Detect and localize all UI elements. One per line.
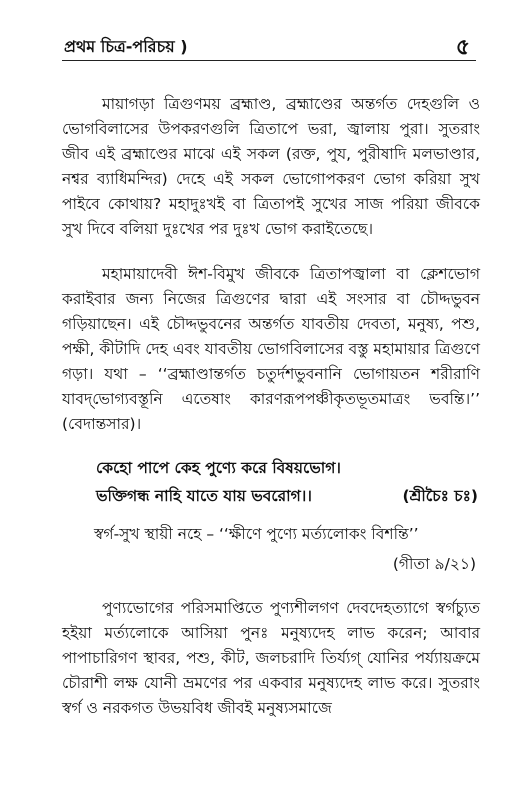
verse-line-1: কেহো পাপে কেহ পুণ্যে করে বিষয়ভোগ। [96,459,341,477]
paragraph-1: মায়াগড়া ত্রিগুণময় ব্রহ্মাণ্ড, ব্রহ্মাণ্ডের অন্তর্গত দেহগুলি ও ভোগবিলাসের উপকরণগুলি ত্রিতাপে ভরা, জ্বালায় পুরা। সুতরাং জীব এই ব্রহ্মাণ্ডের মাঝে এই সকল (রক্ত, পুয, পুরীষাদি মলভাণ্ডার, নশ্বর ব্যাধিমন্দির) দেহে এই সকল ভোগোপকরণ ভোগ করিয়া সুখ পাইবে কোথায়? মহাদুঃখই বা ত্রিতাপই সুখের সাজ পরিয়া জীবকে সুখ দিবে বলিয়া দুঃখের পর দুঃখ ভোগ করাইতেছে। [62,95,480,238]
scripture-quote-reference: (গীতা ৯/২১) [392,555,476,573]
paragraph-2: মহামায়াদেবী ঈশ-বিমুখ জীবকে ত্রিতাপজ্বালা বা ক্লেশভোগ করাইবার জন্য নিজের ত্রিগুণের দ্বারা এই সংসার বা চৌদ্দভুবন গড়িয়াছেন। এই চৌদ্দভুবনের অন্তর্গত যাবতীয় দেবতা, মনুষ্য, পশু, পক্ষী, কীটাদি দেহ এবং যাবতীয় ভোগবিলাসের বস্তু মহামায়ার ত্রিগুণে গড়া। যথা – ‘‘ব্রহ্মাণ্ডান্তর্গত চতুর্দশভুবনানি ভোগায়তন শরীরাণি যাবদ্‌ভোগ্যবস্তূনি এতেষাং কারণরূপপঞ্চীকৃতভূতমাত্রং ভবন্তি।’’ (বেদান্তসার)। [62,265,480,433]
page-number: ৫ [455,35,470,60]
verse-line-2: ভক্তিগন্ধ নাহি যাতে যায় ভবরোগ।। [96,487,312,505]
chapter-title: প্রথম চিত্র-পরিচয় ) [64,37,188,56]
verse-line-2-container [96,484,496,509]
paragraph-3: পুণ্যভোগের পরিসমাপ্তিতে পুণ্যশীলগণ দেবদেহত্যাগে স্বর্গচ্যুত হইয়া মর্ত্যলোকে আসিয়া পুনঃ মনুষ্যদেহ লাভ করেন; আবার পাপাচারিগণ স্থাবর, পশু, কীট, জলচরাদি তির্য্যগ্‌ যোনির পর্য্যায়ক্রমে চৌরাশী লক্ষ যোনী ভ্রমণের পর একবার মনুষ্যদেহ লাভ করে। সুতরাং স্বর্গ ও নরকগত উভয়বিধ জীবই মনুষ্যসমাজে [62,599,480,717]
verse-reference: (শ্রীচৈঃ চঃ) [402,487,478,505]
scripture-quote: স্বর্গ-সুখ স্থায়ী নহে – ‘‘ক্ষীণে পুণ্যে মর্ত্যলোকং বিশন্তি’’ [94,525,419,543]
page-header [62,28,476,61]
